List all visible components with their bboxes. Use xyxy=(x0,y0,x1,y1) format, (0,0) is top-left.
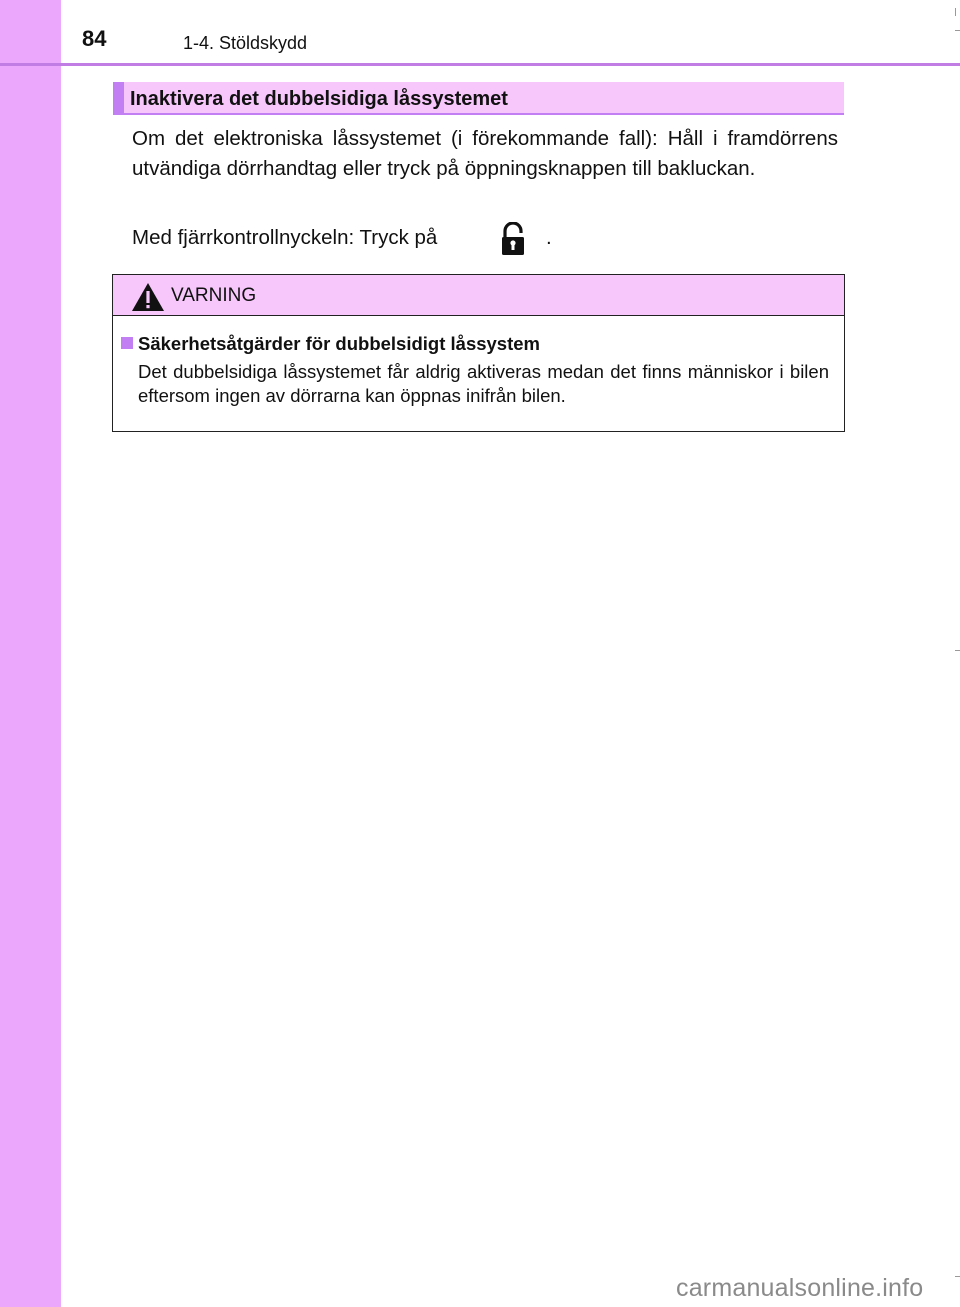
warning-item-text: Det dubbelsidiga låssystemet får aldrig aktiveras medan det finns människor i bilen eftersom ingen av dörrarna kan öppnas inifrån bilen. xyxy=(138,361,829,406)
watermark: carmanualsonline.info xyxy=(676,1274,924,1302)
warning-label: VARNING xyxy=(171,285,257,306)
section-heading xyxy=(113,82,844,115)
chapter-title: 1-4. Stöldskydd xyxy=(183,33,308,53)
warning-triangle-icon xyxy=(131,282,165,312)
crop-mark xyxy=(955,8,956,16)
bullet-square-icon xyxy=(121,337,133,349)
warning-header xyxy=(113,275,844,316)
section-heading-text: Inaktivera det dubbelsidiga låssystemet xyxy=(130,88,508,110)
body-paragraph: Om det elektroniska låssystemet (i förekommande fall): Håll i framdörrens utvändiga dörrhandtag eller tryck på öppningsknappen till bakluckan. xyxy=(132,127,838,180)
warning-item-title: Säkerhetsåtgärder för dubbelsidigt låssystem xyxy=(138,333,540,354)
crop-mark xyxy=(955,650,960,651)
unlock-icon xyxy=(500,222,526,256)
warning-box xyxy=(112,274,845,432)
page-sidebar xyxy=(0,0,61,1307)
crop-mark xyxy=(955,30,960,31)
remote-instruction: Med fjärrkontrollnyckeln: Tryck på xyxy=(132,226,438,249)
remote-instruction-end: . xyxy=(546,226,552,249)
header-rule xyxy=(0,63,960,66)
page-number: 84 xyxy=(82,26,107,51)
crop-mark xyxy=(955,1276,960,1277)
